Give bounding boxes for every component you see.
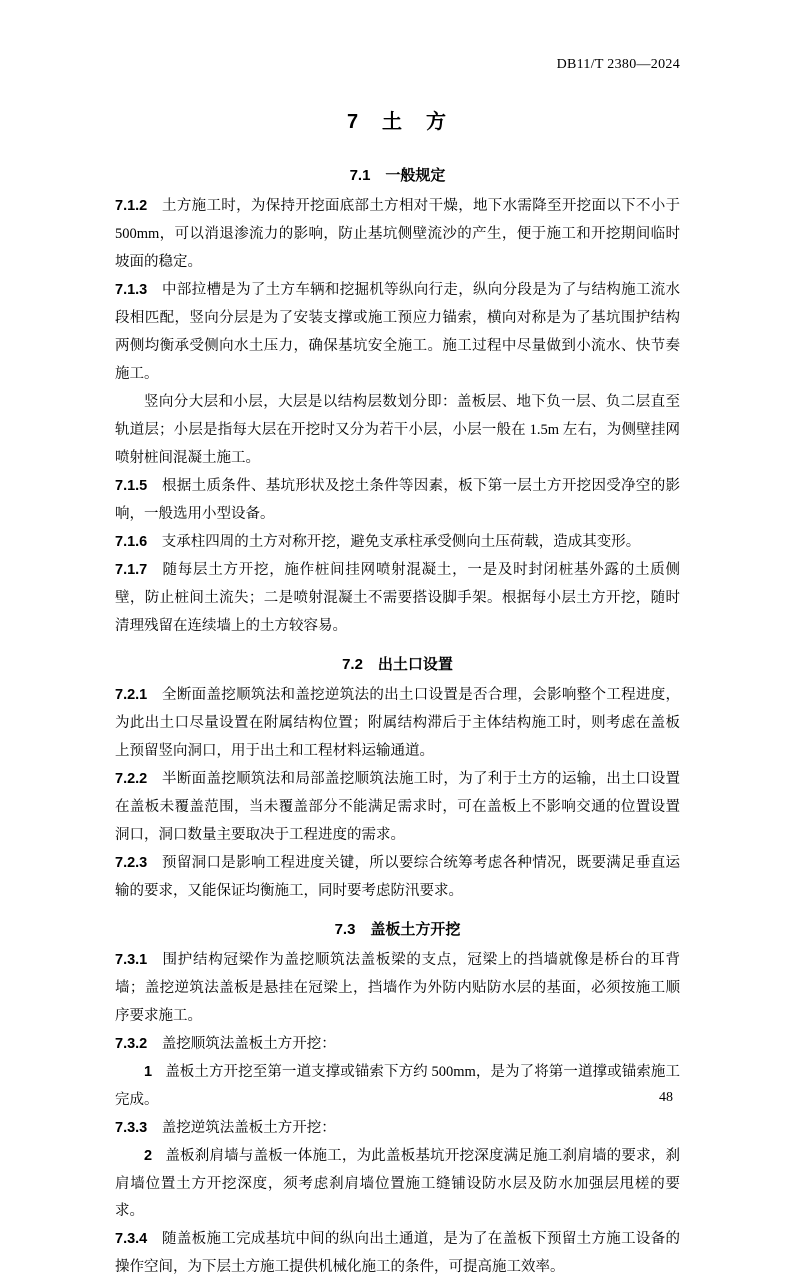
clause-number: 7.2.3 — [115, 854, 148, 871]
section-heading: 7.2 出土口设置 — [342, 655, 453, 673]
clause-text: 半断面盖挖顺筑法和局部盖挖顺筑法施工时，为了利于土方的运输，出土口设置在盖板未覆盖范围，当未覆盖部分不能满足需求时，可在盖板上不影响交通的位置设置洞口，洞口数量主要取决于工程进度的需求。 — [115, 770, 680, 843]
clause-text: 盖板土方开挖至第一道支撑或锚索下方约 500mm，是为了将第一道撑或锚索施工完成。 — [115, 1063, 680, 1108]
clause-number: 7.2.1 — [115, 686, 148, 703]
clause-paragraph — [115, 473, 680, 529]
clause-paragraph — [115, 947, 680, 1031]
clause-number: 1 — [144, 1063, 153, 1080]
clause-number: 7.1.2 — [115, 198, 148, 214]
standard-number-header: DB11/T 2380—2024 — [556, 57, 680, 72]
clause-paragraph — [115, 766, 680, 850]
clause-text: 支承柱四周的土方对称开挖，避免支承柱承受侧向土压荷载，造成其变形。 — [161, 533, 641, 550]
clause-paragraph — [115, 529, 680, 557]
clause-paragraph — [115, 850, 680, 906]
clause-text: 根据土质条件、基坑形状及挖土条件等因素，板下第一层土方开挖因受净空的影响，一般选用小型设备。 — [115, 477, 680, 522]
clause-text: 预留洞口是影响工程进度关键，所以要综合统筹考虑各种情况，既要满足垂直运输的要求，又能保证均衡施工，同时要考虑防汛要求。 — [115, 854, 680, 899]
clause-text: 盖挖逆筑法盖板土方开挖： — [161, 1119, 336, 1136]
clause-text: 随每层土方开挖，施作桩间挂网喷射混凝土，一是及时封闭桩基外露的土质侧壁，防止桩间土流失；二是喷射混凝土不需要搭设脚手架。根据每小层土方开挖，随时清理残留在连续墙上的土方较容易。 — [115, 561, 680, 634]
clause-text: 全断面盖挖顺筑法和盖挖逆筑法的出土口设置是否合理，会影响整个工程进度，为此出土口尽量设置在附属结构位置；附属结构滞后于主体结构施工时，则考虑在盖板上预留竖向洞口，用于出土和工程材料运输通道。 — [115, 686, 680, 759]
section-heading: 7.1 一般规定 — [349, 167, 446, 184]
clause-number: 7.3.4 — [115, 1231, 148, 1248]
chapter-title: 7 土 方 — [346, 111, 449, 133]
clause-paragraph — [115, 1143, 680, 1227]
clause-text: 中部拉槽是为了土方车辆和挖掘机等纵向行走，纵向分段是为了与结构施工流水段相匹配，竖向分层是为了安装支撑或施工预应力锚索，横向对称是为了基坑围护结构两侧均衡承受侧向水土压力，确保基坑安全施工。施工过程中尽量做到小流水、快节奏施工。 — [115, 281, 680, 382]
clause-paragraph — [115, 557, 680, 641]
clause-text: 围护结构冠梁作为盖挖顺筑法盖板梁的支点，冠梁上的挡墙就像是桥台的耳背墙；盖挖逆筑法盖板是悬挂在冠梁上，挡墙作为外防内贴防水层的基面，必须按施工顺序要求施工。 — [115, 951, 680, 1024]
clause-number: 7.1.7 — [115, 561, 148, 578]
clause-text: 盖板刹肩墙与盖板一体施工，为此盖板基坑开挖深度满足施工刹肩墙的要求，刹肩墙位置土方开挖深度，须考虑刹肩墙位置施工缝铺设防水层及防水加强层甩槎的要求。 — [115, 1147, 680, 1220]
clause-paragraph — [115, 1031, 680, 1059]
clause-number: 2 — [144, 1147, 153, 1164]
document-page — [0, 57, 793, 1276]
clause-text: 随盖板施工完成基坑中间的纵向出土通道，是为了在盖板下预留土方施工设备的操作空间，为下层土方施工提供机械化施工的条件，可提高施工效率。 — [115, 1231, 680, 1276]
clause-number: 7.3.3 — [115, 1119, 148, 1136]
clause-number: 7.3.1 — [115, 951, 148, 968]
clause-paragraph — [115, 1226, 680, 1282]
clause-paragraph — [115, 1115, 680, 1143]
page-number: 48 — [659, 1090, 673, 1105]
clause-paragraph — [115, 1059, 680, 1115]
clause-text: 盖挖顺筑法盖板土方开挖： — [161, 1035, 336, 1052]
document-body — [115, 164, 680, 1282]
continuation-paragraph — [115, 389, 680, 473]
clause-text: 土方施工时，为保持开挖面底部土方相对干燥，地下水需降至开挖面以下不小于 500mm，可以消退渗流力的影响，防止基坑侧壁流沙的产生，便于施工和开挖期间临时坡面的稳定。 — [115, 198, 680, 270]
clause-paragraph — [115, 277, 680, 389]
clause-text: 竖向分大层和小层，大层是以结构层数划分即：盖板层、地下负一层、负二层直至轨道层；小层是指每大层在开挖时又分为若干小层，小层一般在 1.5m 左右，为侧壁挂网喷射桩间混凝土施工。 — [115, 393, 680, 466]
clause-number: 7.1.5 — [115, 477, 148, 494]
clause-number: 7.1.3 — [115, 281, 148, 298]
clause-number: 7.3.2 — [115, 1035, 148, 1052]
section-heading: 7.3 盖板土方开挖 — [334, 920, 461, 938]
clause-number: 7.1.6 — [115, 533, 148, 550]
clause-paragraph — [115, 682, 680, 766]
clause-paragraph — [115, 193, 680, 277]
clause-number: 7.2.2 — [115, 770, 148, 787]
